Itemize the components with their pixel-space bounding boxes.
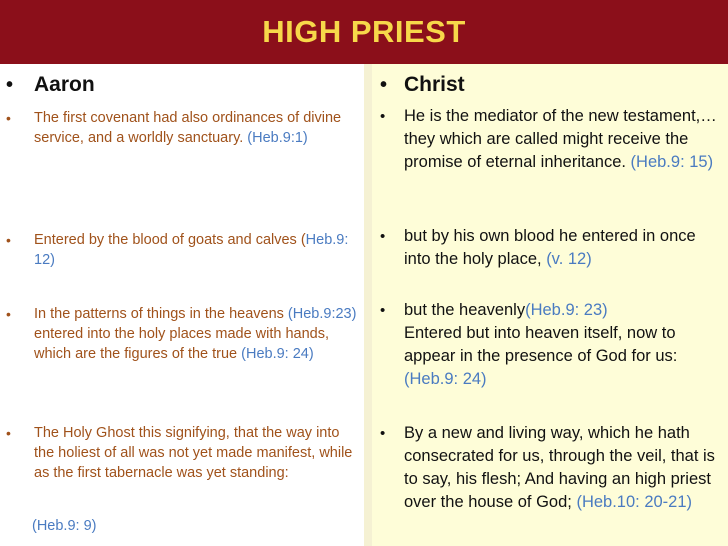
left-column — [0, 64, 364, 546]
scripture-ref: (Heb.9: 15) — [630, 153, 714, 171]
right-heading-text: Christ — [404, 73, 465, 96]
left-heading-text: Aaron — [34, 73, 95, 96]
right-column — [372, 64, 728, 546]
bullet-icon: • — [6, 232, 11, 248]
continuation-text — [404, 322, 724, 391]
item-text-body: but the heavenly — [404, 301, 526, 319]
scripture-ref: (Heb.9:1) — [247, 130, 308, 146]
scripture-ref: (Heb.9: 24) — [241, 346, 314, 362]
scripture-ref: (Heb.9: 23) — [525, 301, 608, 319]
item-text — [34, 304, 358, 364]
bullet-icon: • — [6, 306, 11, 322]
bullet-icon: • — [380, 302, 386, 319]
list-item — [380, 105, 724, 174]
item-text: The Holy Ghost this signifying, that the way into the holiest of all was not yet made manifest, while as the first tabernacle was yet standing: — [34, 425, 353, 481]
page-title: HIGH PRIEST — [262, 14, 466, 49]
right-heading — [380, 72, 724, 98]
item-text-body: Entered but into heaven itself, now to appear in the presence of God for us: — [404, 324, 678, 365]
left-heading — [6, 72, 358, 98]
list-item — [380, 225, 724, 271]
item-text-body: In the patterns of things in the heavens — [34, 306, 288, 322]
item-text — [404, 422, 724, 514]
column-divider — [364, 64, 372, 546]
item-text — [404, 299, 608, 322]
list-item — [6, 423, 358, 483]
item-text-body: The first covenant had also ordinances of divine service, and a worldly sanctuary. — [34, 110, 342, 146]
scripture-ref: (Heb.9: 9) — [32, 518, 97, 534]
list-item — [380, 422, 724, 514]
bullet-icon: • — [6, 425, 11, 441]
bullet-icon: • — [6, 74, 14, 96]
bullet-icon: • — [380, 74, 388, 96]
item-text-body: He is the mediator of the new testament,… they which are called might receive the promise of eternal inheritance. — [404, 107, 717, 171]
bullet-icon: • — [380, 228, 386, 245]
item-text — [404, 105, 724, 174]
list-item — [6, 108, 358, 148]
list-item — [380, 299, 724, 322]
scripture-ref: (Heb.9: 24) — [404, 370, 487, 388]
item-text — [404, 225, 724, 271]
list-item — [6, 230, 358, 270]
list-item — [6, 304, 358, 364]
bullet-icon: • — [380, 108, 386, 125]
item-text-body: entered into the holy places made with hands, which are the figures of the true — [34, 326, 330, 362]
item-text-body: but by his own blood he entered in once into the holy place, — [404, 227, 696, 268]
scripture-ref: (Heb.9:23) — [287, 306, 357, 322]
scripture-ref: (v. 12) — [546, 250, 592, 268]
item-text-body: Entered by the blood of goats and calves ( — [34, 232, 306, 248]
item-text-body: By a new and living way, which he hath consecrated for us, through the veil, that is to say, his flesh; And having an high priest over the house of God; — [404, 424, 715, 511]
bullet-icon: • — [380, 425, 386, 442]
item-text — [34, 108, 358, 148]
title-banner — [0, 0, 728, 64]
scripture-ref: Heb.9: 12) — [34, 232, 349, 268]
item-text — [34, 230, 358, 270]
scripture-ref: (Heb.10: 20-21) — [576, 493, 693, 511]
bullet-icon: • — [6, 110, 11, 126]
